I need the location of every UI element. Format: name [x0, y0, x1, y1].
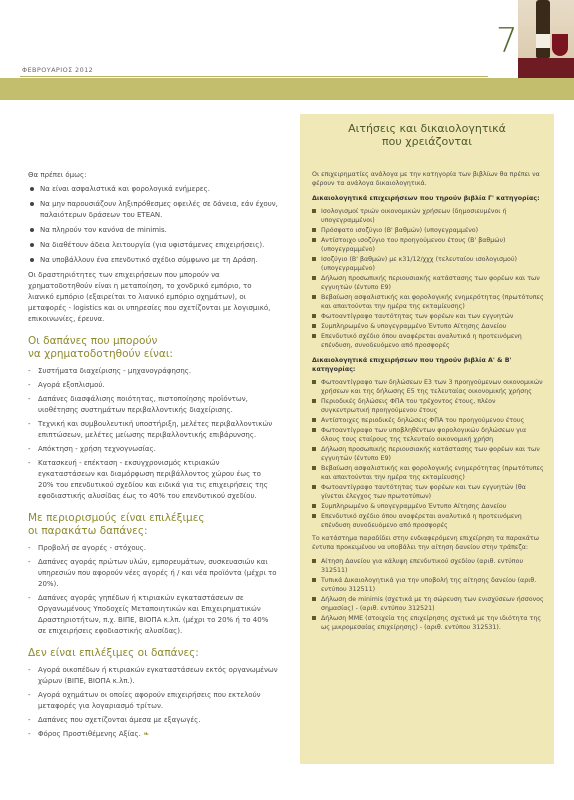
list-item: - Δαπάνες αγοράς πρώτων υλών, εμπορευμάτων, συσκευασιών και υπηρεσιών που αφορούν νέες αγορές ή / και νέα προϊόντα (μέχρι το 20%).	[28, 558, 277, 588]
list-item: Περιοδικές δηλώσεις ΦΠΑ του τρέχοντος έτους, πλέον συγκεντρωτική προηγούμενου έτους	[312, 397, 546, 415]
group2-list	[312, 378, 546, 530]
list-item: Αίτηση Δανείου για κάλυψη επενδυτικού σχεδίου (αριθ. εντύπου 312511)	[312, 557, 546, 575]
list-item: Δήλωση de minimis (σχετικά με τη σώρευση των ενισχύσεων ήσσονος σημασίας) - (αριθ. εντύπου 312521)	[312, 595, 546, 613]
list-item: Δήλωση προσωπικής περιουσιακής κατάστασης των φορέων και των εγγυητών (έντυπο Ε9)	[312, 274, 546, 292]
list-item: - Δαπάνες αγοράς γηπέδων ή κτιριακών εγκαταστάσεων σε Οργανωμένους Υποδοχείς Μεταποιητικών και Επιχειρηματικών Δραστηριοτήτων, π.χ. ΒΙΠΕ, ΒΙΟΠΑ κ.λπ. (μέχρι το 20% ή το 40% σε επιχειρήσεις εφοδιαστικής αλυσίδας).	[28, 594, 269, 635]
list-item: - Απόκτηση - χρήση τεχνογνωσίας.	[28, 445, 156, 453]
conditions-intro: Θα πρέπει όμως:	[28, 171, 87, 179]
restricted-expenses-heading: Με περιορισμούς είναι επιλέξιμες οι παρακάτω δαπάνες:	[28, 512, 205, 537]
list-item: Φωτοαντίγραφο ταυτότητας των φορέων και των εγγυητών (θα γίνεται έλεγχος των πρωτοτύπων)	[312, 483, 546, 501]
list-item: Βεβαίωση ασφαλιστικής και φορολογικής ενημερότητας (πρωτότυπες και απαιτούνται την ημέρα της εκταμίευσης)	[312, 464, 546, 482]
list-item: Δήλωση ΜΜΕ (στοιχεία της επιχείρησης σχετικά με την ιδιότητα της ως μικρομεσαίας επιχείρησης) - (αριθ. εντύπου 312531).	[312, 614, 546, 632]
list-item: Δήλωση προσωπικής περιουσιακής κατάστασης των φορέων και των εγγυητών (έντυπο Ε9)	[312, 445, 546, 463]
restricted-expenses-list	[28, 543, 278, 637]
eligible-expenses-heading: Οι δαπάνες που μπορούν να χρηματοδοτηθούν είναι:	[28, 335, 173, 360]
conditions-list	[28, 184, 278, 266]
list-item: Να διαθέτουν άδεια λειτουργία (για υφιστάμενες επιχειρήσεις).	[28, 240, 278, 251]
list-item: Φωτοαντίγραφο των δηλώσεων Ε3 των 3 προηγούμενων οικονομικών χρήσεων και της δήλωσης Ε5 της τελευταίας οικονομικής χρήσης	[312, 378, 546, 396]
list-item: Επενδυτικό σχέδιο όπου αναφέρεται αναλυτικά η προτεινόμενη επένδυση, συνοδευόμενο από προσφορές	[312, 332, 546, 350]
list-item: Πρόσφατο ισοζύγιο (Β' βαθμών) (υπογεγραμμένο)	[312, 226, 546, 235]
list-item: Να μην παρουσιάζουν ληξιπρόθεσμες οφειλές σε δάνεια, εάν έχουν, παλαιότερων δράσεων του ΕΤΕΑΝ.	[28, 199, 278, 221]
header-color-band	[0, 78, 574, 100]
end-mark-icon: ❧	[143, 730, 149, 738]
list-item: Να είναι ασφαλιστικά και φορολογικά ενήμερες.	[28, 184, 278, 195]
forms-paragraph: Το κατάστημα παραδίδει στην ενδιαφερόμενη επιχείρηση τα παρακάτω έντυπα προκειμένου να υποβάλει την αίτηση δανείου στην τράπεζα:	[312, 535, 539, 551]
list-item: Ισολογισμοί τριών οικονομικών χρήσεων (δημοσιευμένοι ή υπογεγραμμένοι)	[312, 207, 546, 225]
wine-bottle-photo	[518, 0, 574, 78]
header-divider	[20, 76, 488, 77]
list-item: - Προβολή σε αγορές - στόχους.	[28, 544, 146, 552]
list-item: Να πληρούν τον κανόνα de minimis.	[28, 225, 278, 236]
list-item: - Δαπάνες διασφάλισης ποιότητας, πιστοποίησης προϊόντων, υιοθέτησης συστημάτων περιβαλλοντικής διαχείρισης.	[28, 395, 248, 414]
sidebar-title: Αιτήσεις και δικαιολογητικά που χρειάζονται	[348, 122, 506, 148]
list-item: - Τεχνική και συμβουλευτική υποστήριξη, μελέτες περιβαλλοντικών επιπτώσεων, μελέτες μείωσης περιβαλλοντικής επιβάρυνσης.	[28, 420, 273, 439]
list-item: Ισοζύγιο (Β' βαθμών) με κ31/12/χχχ (τελευταίου ισολογισμού) (υπογεγραμμένο)	[312, 255, 546, 273]
group1-list	[312, 207, 546, 350]
group1-heading: Δικαιολογητικά επιχειρήσεων που τηρούν βιβλία Γ' κατηγορίας:	[312, 195, 540, 202]
left-column	[28, 170, 278, 743]
list-item: Τυπικά Δικαιολογητικά για την υποβολή της αίτησης δανείου (αριθ. εντύπου 312511)	[312, 576, 546, 594]
sidebar-intro: Οι επιχειρηματίες ανάλογα με την κατηγορία των βιβλίων θα πρέπει να φέρουν τα ανάλογα δικαιολογητικά.	[312, 171, 540, 187]
list-item: Φωτοαντίγραφο των υποβληθέντων φορολογικών δηλώσεων για όλους τους εταίρους της τελευταίο οικονομική χρήση	[312, 426, 546, 444]
ineligible-expenses-heading: Δεν είναι επιλέξιμες οι δαπάνες:	[28, 647, 199, 659]
list-item: - Δαπάνες που σχετίζονται άμεσα με εξαγωγές.	[28, 716, 201, 724]
list-item: Βεβαίωση ασφαλιστικής και φορολογικής ενημερότητας (πρωτότυπες και απαιτούνται την ημέρα της εκταμίευσης)	[312, 293, 546, 311]
page-number: 7	[496, 21, 518, 61]
list-item: - Κατασκευή - επέκταση - εκσυγχρονισμός κτιριακών εγκαταστάσεων και διαμόρφωση περιβάλλοντος χώρου έως το 20% του επενδυτικού σχεδίου και ειδικά για τις επιχειρήσεις της εφοδιαστικής αλυσίδας έως το 40% του επενδυτικού σχεδίου.	[28, 459, 268, 500]
list-item: Να υποβάλλουν ένα επενδυτικό σχέδιο σύμφωνο με τη Δράση.	[28, 255, 278, 266]
list-item: - Φόρος Προστιθέμενης Αξίας. ❧	[28, 730, 149, 738]
list-item: - Αγορά οχημάτων οι οποίες αφορούν επιχειρήσεις που εκτελούν μεταφορές για λογαριασμό τρίτων.	[28, 691, 261, 710]
list-item: - Συστήματα διαχείρισης - μηχανογράφησης.	[28, 367, 192, 375]
list-item: - Αγορά οικοπέδων ή κτιριακών εγκαταστάσεων εκτός οργανωμένων χώρων (ΒΙΠΕ, ΒΙΟΠΑ κ.λπ.).	[28, 666, 278, 685]
list-item: Αντίστοιχο ισοζύγιο του προηγούμενου έτους (Β' βαθμών) (υπογεγραμμένο)	[312, 236, 546, 254]
activities-paragraph: Οι δραστηριότητες των επιχειρήσεων που μπορούν να χρηματοδοτηθούν είναι η μεταποίηση, το χονδρικό εμπόριο, το λιανικό εμπόριο (εξαιρείται το λιανικό εμπόριο οχημάτων), οι μεταφορές - logistics και οι υπηρεσίες που σχετίζονται με λογισμικό, επικοινωνίες, έρευνα.	[28, 271, 271, 323]
eligible-expenses-list	[28, 366, 278, 502]
group2-heading: Δικαιολογητικά επιχειρήσεων που τηρούν βιβλία Α' & Β' κατηγορίας:	[312, 357, 512, 373]
list-item: Συμπληρωμένο & υπογεγραμμένο Έντυπο Αίτησης Δανείου	[312, 502, 546, 511]
ineligible-expenses-list	[28, 665, 278, 740]
list-item: Επενδυτικό σχέδιο όπου αναφέρεται αναλυτικά η προτεινόμενη επένδυση συνοδευόμενο από προσφορές	[312, 512, 546, 530]
forms-list	[312, 557, 546, 632]
sidebar-content	[312, 170, 546, 636]
list-item: Φωτοαντίγραφο ταυτότητας των φορέων και των εγγυητών	[312, 312, 546, 321]
list-item: - Αγορά εξοπλισμού.	[28, 381, 105, 389]
issue-date: ΦΕΒΡΟΥΑΡΙΟΣ 2012	[22, 66, 94, 74]
list-item: Συμπληρωμένο & υπογεγραμμένο Έντυπο Αίτησης Δανείου	[312, 322, 546, 331]
list-item: Αντίστοιχες περιοδικές δηλώσεις ΦΠΑ του προηγούμενου έτους	[312, 416, 546, 425]
